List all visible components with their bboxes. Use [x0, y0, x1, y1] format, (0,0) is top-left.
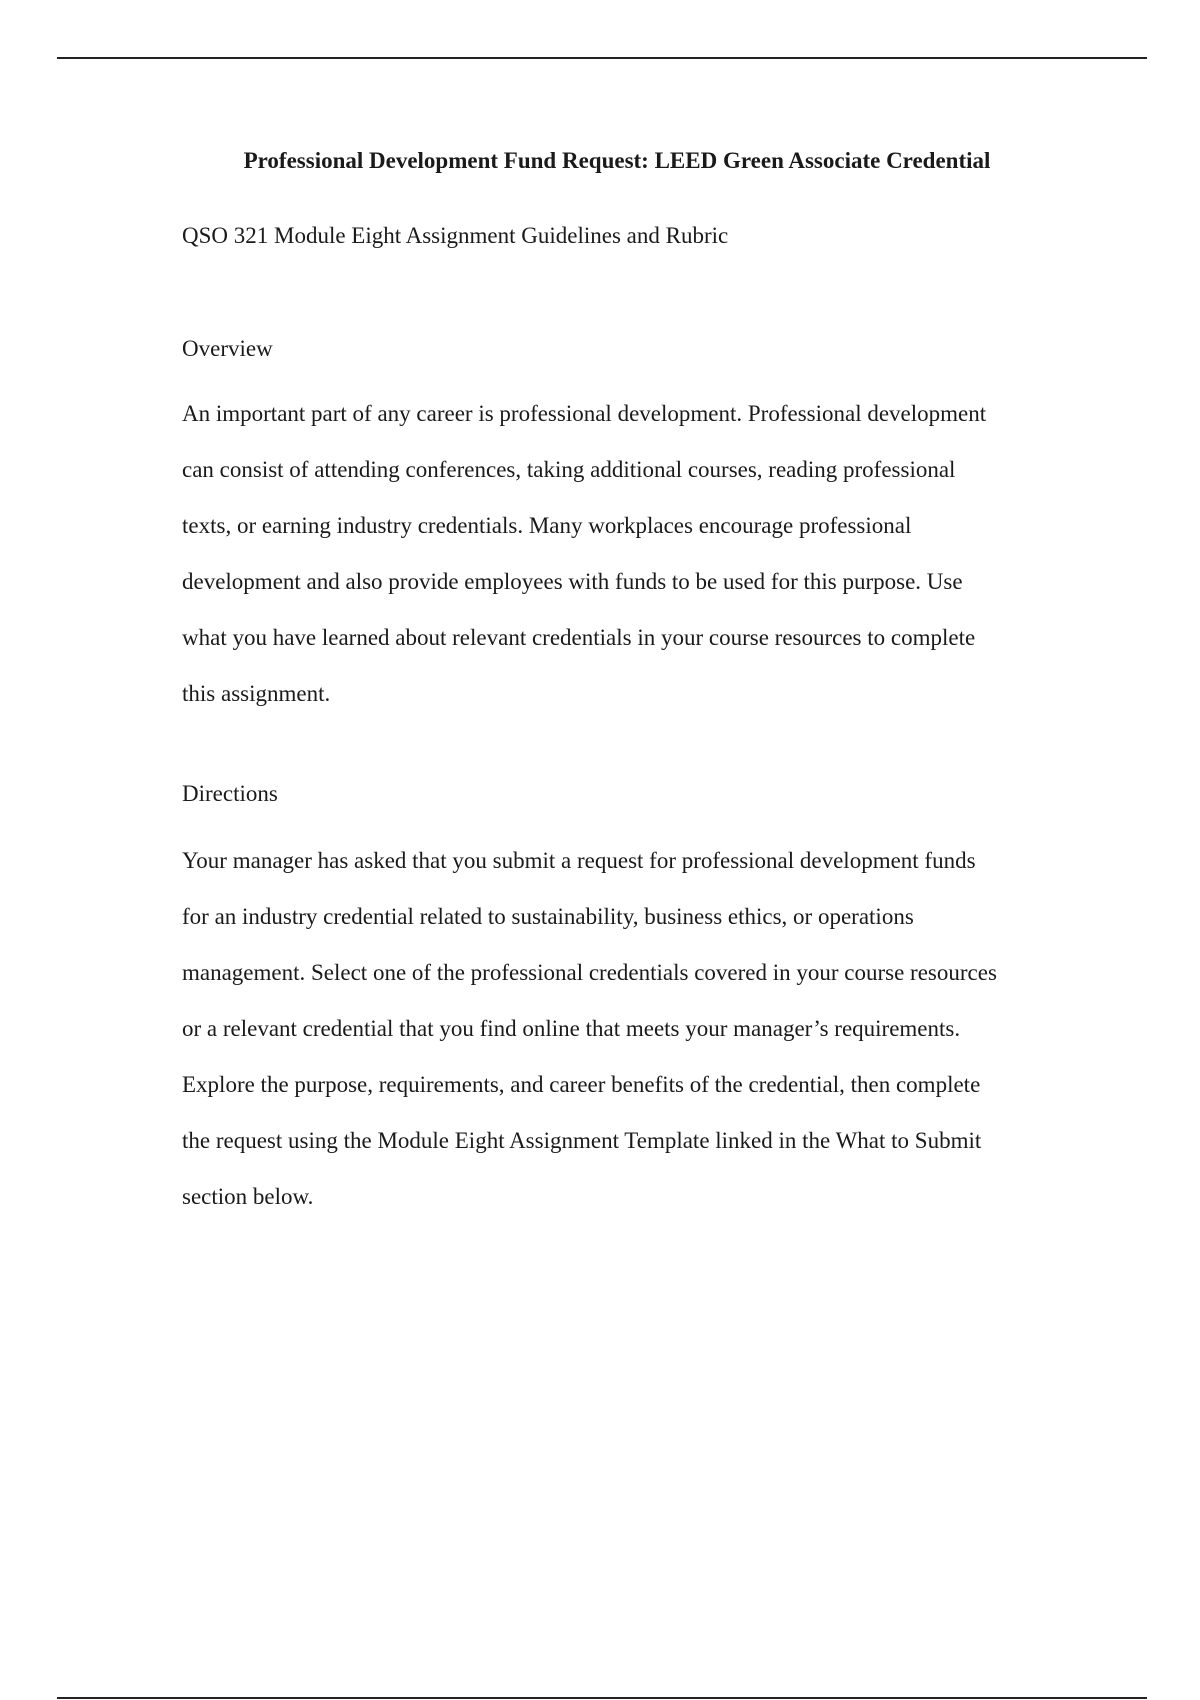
directions-line: management. Select one of the professional credentials covered in your course resources	[182, 960, 997, 985]
directions-line: the request using the Module Eight Assignment Template linked in the What to Submit	[182, 1128, 982, 1153]
directions-line: or a relevant credential that you find online that meets your manager’s requirements.	[182, 1016, 961, 1041]
overview-line: development and also provide employees with funds to be used for this purpose. Use	[182, 569, 963, 594]
overview-line: what you have learned about relevant credentials in your course resources to complete	[182, 625, 976, 650]
directions-line: Explore the purpose, requirements, and career benefits of the credential, then complete	[182, 1072, 981, 1097]
overview-line: can consist of attending conferences, taking additional courses, reading professional	[182, 457, 956, 482]
overview-paragraph	[182, 386, 986, 722]
overview-heading: Overview	[182, 336, 273, 361]
directions-line: section below.	[182, 1184, 314, 1209]
directions-paragraph	[182, 833, 997, 1225]
footer-rule	[57, 1697, 1147, 1699]
document-subtitle: QSO 321 Module Eight Assignment Guidelines and Rubric	[182, 223, 729, 248]
directions-line: Your manager has asked that you submit a request for professional development funds	[182, 848, 976, 873]
header-rule	[57, 57, 1147, 59]
directions-line: for an industry credential related to sustainability, business ethics, or operations	[182, 904, 914, 929]
overview-line: this assignment.	[182, 681, 331, 706]
overview-line: An important part of any career is professional development. Professional development	[182, 401, 987, 426]
directions-heading: Directions	[182, 781, 278, 806]
document-title: Professional Development Fund Request: LEED Green Associate Credential	[243, 148, 991, 173]
overview-line: texts, or earning industry credentials. Many workplaces encourage professional	[182, 513, 912, 538]
